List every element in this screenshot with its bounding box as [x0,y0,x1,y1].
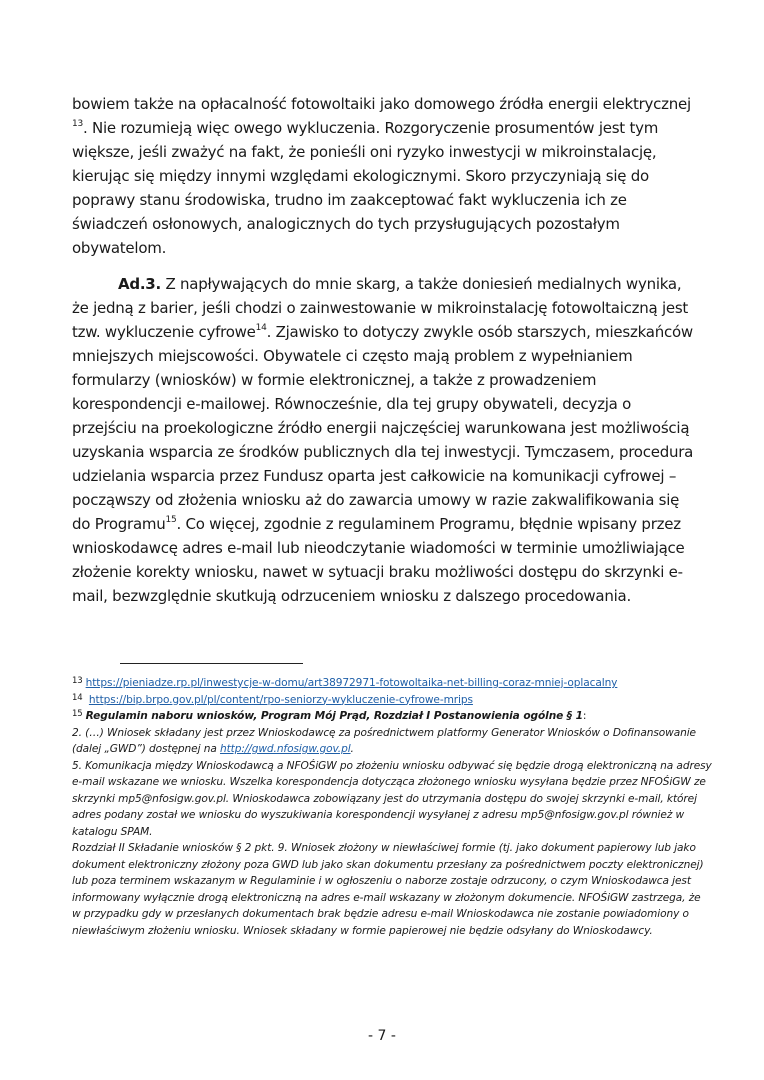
footnote-15-item-2-text: 2. (…) Wniosek składany jest przez Wnioskodawcę za pośrednictwem platformy Generator Wniosków o Dofinansowanie (dalej „GWD”) dostępnej na [72,726,696,755]
footnote-14-link[interactable]: https://bip.brpo.gov.pl/pl/content/rpo-seniorzy-wykluczenie-cyfrowe-mrips [88,693,473,706]
paragraph-2-text: Z napływających do mnie skarg, a także doniesień medialnych wynika, że jedną z barier, jeśli chodzi o zainwestowanie w mikroinstalację fotowoltaiczną jest tzw. wykluczenie cyfrowe [72,275,689,341]
paragraph-2 [72,272,697,608]
footnote-15-item-5: 5. Komunikacja między Wnioskodawcą a NFOŚiGW po złożeniu wniosku odbywać się będzie drogą elektroniczną na adresy e-mail wskazane we wniosku. Wszelka korespondencja dotycząca złożonego wniosku wysyłana będzie przez NFOŚiGW ze skrzynki mp5@nfosigw.gov.pl. Wnioskodawca zobowiązany jest do utrzymania dostępu do swojej skrzynki e-mail, której adres podany został we wniosku do wyszukiwania korespondencji wysyłanej z adresu mp5@nfosigw.gov.pl również w katalogu SPAM. [72,759,712,838]
footnote-ref-15[interactable]: 15 [165,515,177,525]
paragraph-1-text-cont: . Nie rozumieją więc owego wykluczenia. Rozgoryczenie prosumentów jest tym większe, jeśli zważyć na fakt, że ponieśli oni ryzyko inwestycji w mikroinstalację, kierując się między innymi względami ekologicznymi. Skoro przyczyniają się do poprawy stanu środowiska, trudno im zaakceptować fakt wykluczenia ich ze świadczeń osłonowych, analogicznych do tych przysługujących pozostałym obywatelom. [72,119,659,257]
footnote-13 [72,675,712,692]
footnote-15-chapter-2: Rozdział II Składanie wniosków § 2 pkt. 9. Wniosek złożony w niewłaściwej formie (tj. jako dokument papierowy lub jako dokument elektroniczny złożony poza GWD lub jako skan dokumentu przesłany za pośrednictwem poczty elektronicznej) lub poza terminem wskazanym w Regulaminie i w ogłoszeniu o naborze zostaje odrzucony, o czym Wnioskodawca jest informowany wyłącznie drogą elektroniczną na adres e-mail wskazany w złożonym dokumencie. NFOŚiGW zastrzega, że w przypadku gdy w przesłanych dokumentach brak będzie adresu e-mail Wnioskodawca nie zostanie powiadomiony o niewłaściwym złożeniu wniosku. Wniosek składany w formie papierowej nie będzie odsyłany do Wnioskodawcy. [72,842,704,937]
paragraph-1-text: bowiem także na opłacalność fotowoltaiki jako domowego źródła energii elektrycznej [72,95,691,113]
footnote-number: 13 [72,676,83,686]
footnote-ref-13[interactable]: 13 [72,119,83,129]
footnotes [72,675,712,939]
paragraph-1 [72,92,697,260]
footnote-ref-14[interactable]: 14 [255,323,267,333]
footnote-15-title-suffix: : [582,710,587,722]
footnote-number: 14 [72,692,83,703]
gwd-link[interactable]: http://gwd.nfosigw.gov.pl [219,743,351,755]
footnote-separator [120,663,303,664]
footnote-15-item-2-end: . [350,743,354,755]
footnote-14 [72,692,712,709]
section-heading-ad3: Ad.3. [118,275,161,293]
paragraph-2-text-cont: . Zjawisko to dotyczy zwykle osób starszych, mieszkańców mniejszych miejscowości. Obywatele ci często mają problem z wypełnianiem formularzy (wniosków) w formie elektronicznej, a także z prowadzeniem korespondencji e-mailowej. Równocześnie, dla tej grupy obywateli, decyzja o przejściu na proekologiczne źródło energii najczęściej warunkowana jest możliwością uzyskania wsparcia ze środków publicznych dla tej inwestycji. Tymczasem, procedura udzielania wsparcia przez Fundusz oparta jest całkowicie na komunikacji cyfrowej – począwszy od złożenia wniosku aż do zawarcia umowy w razie zakwalifikowania się do Programu [72,323,694,533]
footnote-15 [72,708,712,725]
footnote-number: 15 [72,709,83,719]
paragraph-2-text-end: . Co więcej, zgodnie z regulaminem Programu, błędnie wpisany przez wnioskodawcę adres e-mail lub nieodczytanie wiadomości w terminie umożliwiające złożenie korekty wniosku, nawet w sytuacji braku możliwości dostępu do skrzynki e-mail, bezwzględnie skutkują odrzuceniem wniosku z dalszego procedowania. [72,515,685,605]
footnote-13-link[interactable]: https://pieniadze.rp.pl/inwestycje-w-domu/art38972971-fotowoltaika-net-billing-coraz-mniej-oplacalny [85,677,618,689]
footnote-15-title: Regulamin naboru wniosków, Program Mój Prąd, Rozdział I Postanowienia ogólne § 1 [85,710,583,722]
body-text [72,92,697,608]
page-number: - 7 - [368,1028,396,1044]
footnote-15-item-2 [72,725,712,758]
